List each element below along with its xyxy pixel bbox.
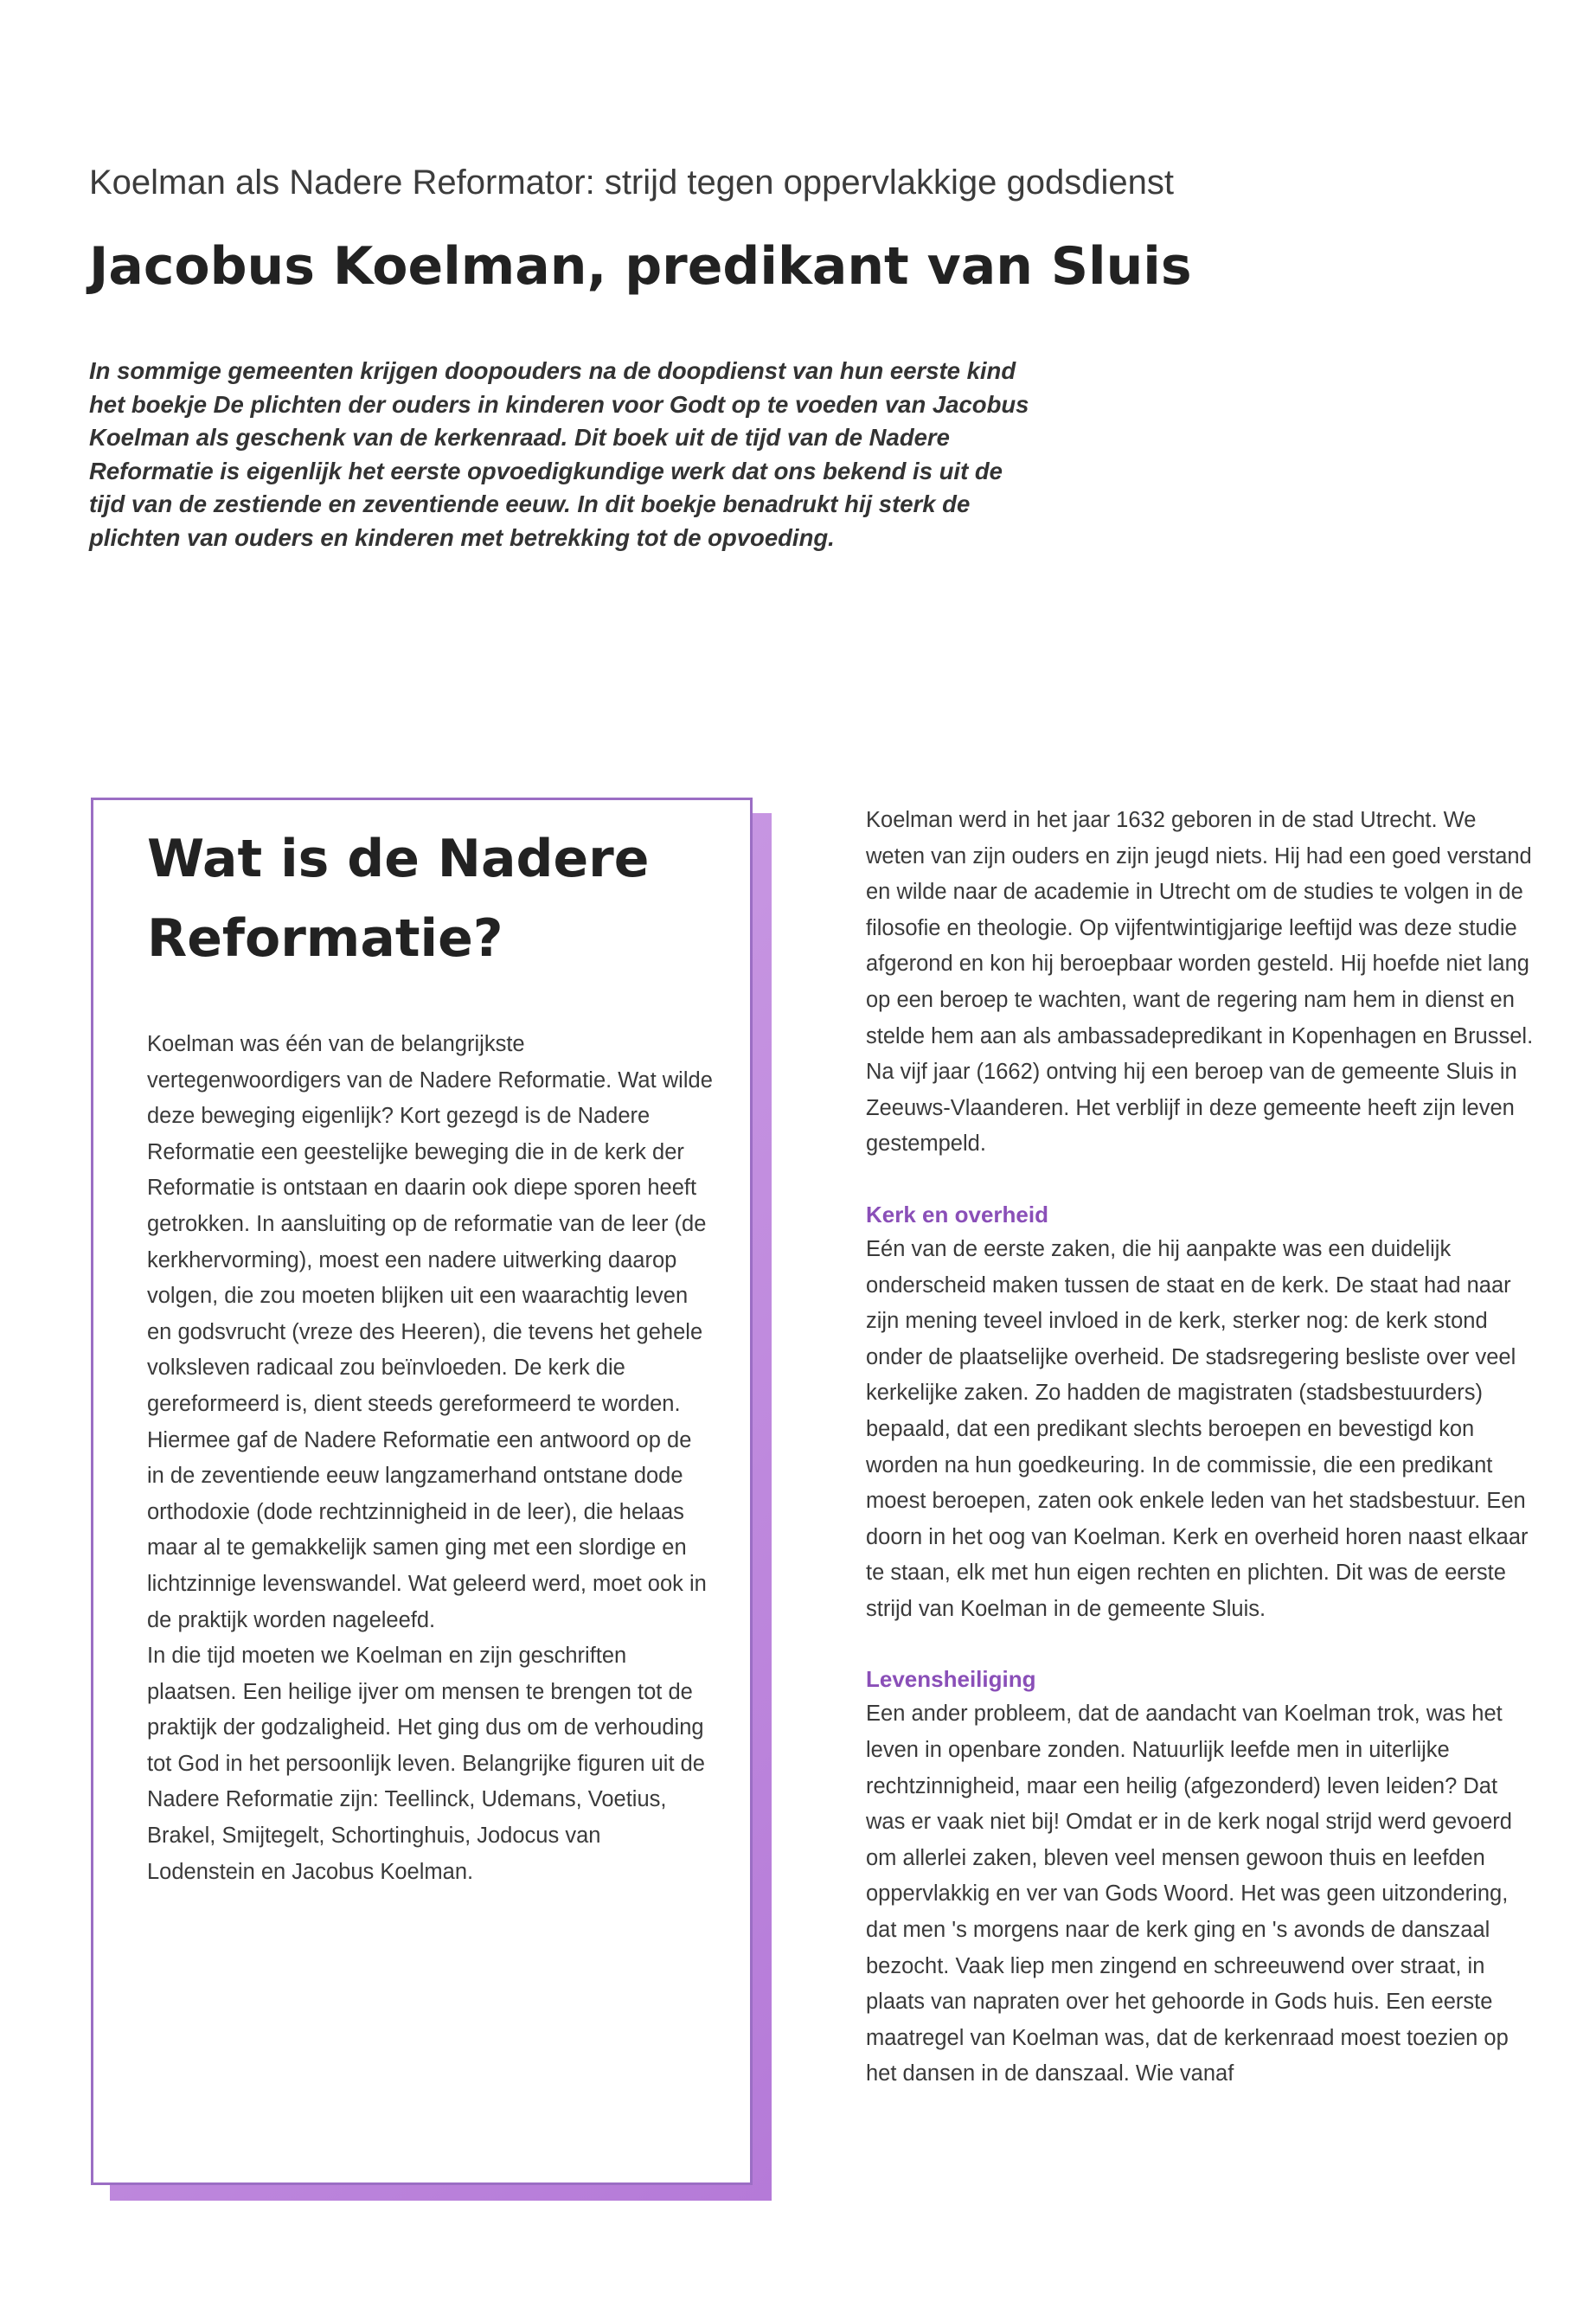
article-intro: In sommige gemeenten krijgen doopouders na de doopdienst van hun eerste kind het boekje De plichten der ouders in kinderen voor Godt op te voeden van Jacobus Koelman als geschenk van de kerkenraad. Dit boek uit de tijd van de Nadere Reformatie is eigenlijk het eerste opvoedigkundige werk dat ons bekend is uit de tijd van de zestiende en zeventiende eeuw. In dit boekje benadrukt hij sterk de plichten van ouders en kinderen met betrekking tot de opvoeding. [89, 357, 1029, 551]
sidebar-title: Wat is de Nadere Reformatie? [147, 829, 650, 969]
sidebar-paragraph: In die tijd moeten we Koelman en zijn geschriften plaatsen. Een heilige ijver om mensen te brengen tot de praktijk der godzaligheid. Het ging dus om de verhouding tot God in het persoonlijk leven. Belangrijke figuren uit de Nadere Reformatie zijn: Teellinck, Udemans, Voetius, Brakel, Smijtegelt, Schortinghuis, Jodocus van Lodenstein en Jacobus Koelman. [147, 1644, 705, 1884]
sidebar-body [147, 1027, 714, 1890]
article-paragraph: Eén van de eerste zaken, die hij aanpakte was een duidelijk onderscheid maken tussen de staat en de kerk. De staat had naar zijn mening teveel invloed in de kerk, sterker nog: de kerk stond onder de plaatselijke overheid. De stadsregering besliste over veel kerkelijke zaken. Zo hadden de magistraten (stadsbestuurders) bepaald, dat een predikant slechts beroepen en bevestigd kon worden na hun goedkeuring. In de commissie, die een predikant moest beroepen, zaten ook enkele leden van het stadsbestuur. Een doorn in het oog van Koelman. Kerk en overheid horen naast elkaar te staan, elk met hun eigen rechten en plichten. Dit was de eerste strijd van Koelman in de gemeente Sluis. [866, 1236, 1529, 1621]
section-heading-levensheiliging: Levensheiliging [866, 1666, 1036, 1693]
article-paragraph: Koelman werd in het jaar 1632 geboren in de stad Utrecht. We weten van zijn ouders en zijn jeugd niets. Hij had een goed verstand en wilde naar de academie in Utrecht om de studies te volgen in de filosofie en theologie. Op vijfentwintigjarige leeftijd was deze studie afgerond en kon hij beroepbaar worden gesteld. Hij hoefde niet lang op een beroep te wachten, want de regering nam hem in dienst en stelde hem aan als ambassadepredikant in Kopenhagen en Brussel. Na vijf jaar (1662) ontving hij een beroep van de gemeente Sluis in Zeeuws-Vlaanderen. Het verblijf in deze gemeente heeft zijn leven gestempeld. [866, 808, 1534, 1157]
article-paragraph: Een ander probleem, dat de aandacht van Koelman trok, was het leven in openbare zonden. Natuurlijk leefde men in uiterlijke rechtzinnigheid, maar een heilig (afgezonderd) leven leiden? Dat was er vaak niet bij! Omdat er in de kerk nogal strijd werd gevoerd om allerlei zaken, bleven veel mensen gewoon thuis en leefden oppervlakkig en ver van Gods Woord. Het was geen uitzondering, dat men 's morgens naar de kerk ging en 's avonds de danszaal bezocht. Vaak liep men zingend en schreeuwend over straat, in plaats van napraten over het gehoorde in Gods huis. Een eerste maatregel van Koelman was, dat de kerkenraad moest toezien op het dansen in de danszaal. Wie vanaf [866, 1702, 1512, 2086]
section-heading-kerk-en-overheid: Kerk en overheid [866, 1201, 1048, 1227]
article-column [866, 803, 1536, 2093]
article-title: Jacobus Koelman, predikant van Sluis [89, 236, 1192, 297]
article-kicker: Koelman als Nadere Reformator: strijd tegen oppervlakkige godsdienst [89, 163, 1175, 202]
sidebar-box [91, 798, 753, 2185]
sidebar-paragraph: Koelman was één van de belangrijkste vertegenwoordigers van de Nadere Reformatie. Wat wilde deze beweging eigenlijk? Kort gezegd is de Nadere Reformatie een geestelijke beweging die in de kerk der Reformatie is ontstaan en daarin ook diepe sporen heeft getrokken. In aansluiting op de reformatie van de leer (de kerkhervorming), moest een nadere uitwerking daarop volgen, die zou moeten blijken uit een waarachtig leven en godsvrucht (vreze des Heeren), die tevens het gehele volksleven radicaal zou beïnvloeden. De kerk die gereformeerd is, dient steeds gereformeerd te worden. [147, 1032, 713, 1416]
sidebar-paragraph: Hiermee gaf de Nadere Reformatie een antwoord op de in de zeventiende eeuw langzamerhand ontstane dode orthodoxie (dode rechtzinnigheid in de leer), die helaas maar al te gemakkelijk samen ging met een slordige en lichtzinnige levenswandel. Wat geleerd werd, moet ook in de praktijk worden nageleefd. [147, 1427, 707, 1632]
